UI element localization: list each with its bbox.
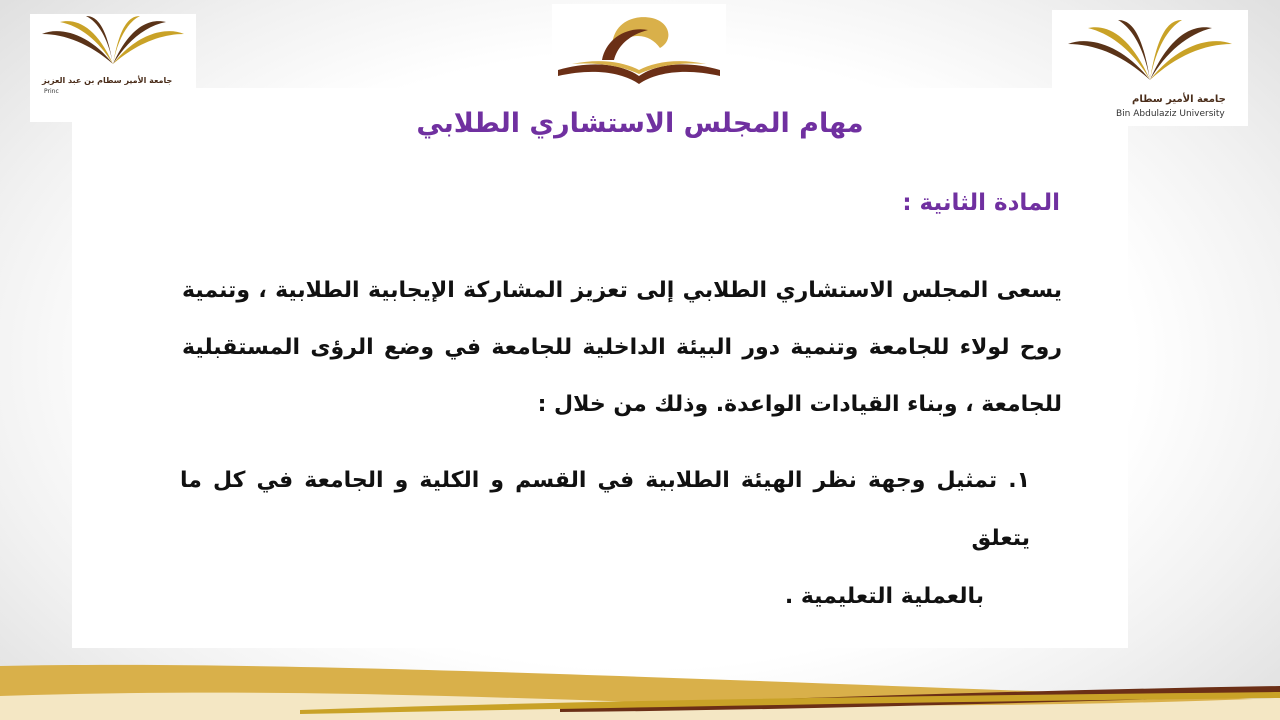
university-logo-right [1052,10,1248,126]
university-logo-left [30,14,196,122]
list-item-line [180,452,1030,568]
logo-emblem-icon [30,14,196,84]
paragraph-line: روح لولاء للجامعة وتنمية دور البيئة الداخلية للجامعة في وضع الرؤى المستقبلية [182,335,1062,360]
list-item [180,452,1030,626]
paragraph-line: للجامعة ، وبناء القيادات الواعدة. وذلك من خلال : [537,392,1062,417]
body-paragraph [182,262,1062,433]
logo-english-text: Princ [44,88,59,95]
logo-arabic-text: جامعة الأمير سطام بن عبد العزيز [42,76,173,85]
list-item-text: تمثيل وجهة نظر الهيئة الطلابية في القسم و الكلية و الجامعة في كل ما يتعلق [180,468,1030,551]
list-item-number: ١. [1008,468,1030,493]
logo-emblem-icon [1052,10,1248,94]
slide-title: مهام المجلس الاستشاري الطلابي [416,108,864,139]
logo-english-text: Bin Abdulaziz University [1116,109,1225,119]
paragraph-line: يسعى المجلس الاستشاري الطلابي إلى تعزيز المشاركة الإيجابية الطلابية ، وتنمية [182,278,1062,303]
section-heading: المادة الثانية : [902,190,1060,216]
open-book-icon [552,4,726,88]
open-book-logo [552,4,726,88]
logo-arabic-text: جامعة الأمير سطام [1132,94,1226,105]
list-item-continuation: بالعملية التعليمية . [784,584,984,609]
footer-decoration [0,640,1280,720]
